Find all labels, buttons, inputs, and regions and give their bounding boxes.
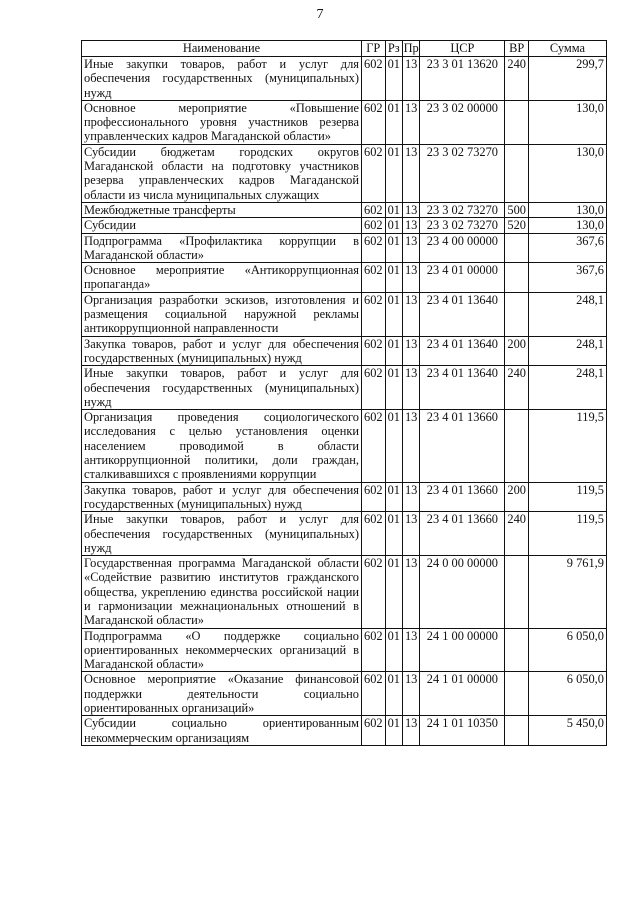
header-pr: Пр [403, 41, 419, 55]
row-vr [505, 144, 529, 202]
row-gr: 602 [362, 218, 386, 233]
header-name: Наименование [82, 41, 362, 57]
row-name: Иные закупки товаров, работ и услуг для обеспечения государственных (муниципальных) нужд [82, 57, 362, 101]
row-gr: 602 [362, 144, 386, 202]
row-gr: 602 [362, 512, 386, 556]
row-csr: 23 4 01 13660 [420, 482, 505, 512]
row-sum: 248,1 [528, 292, 606, 336]
row-gr: 602 [362, 336, 386, 366]
row-sum: 248,1 [528, 336, 606, 366]
row-pr: 13 [402, 144, 419, 202]
row-csr: 24 0 00 00000 [420, 556, 505, 628]
row-rz: 01 [385, 512, 402, 556]
row-vr: 240 [505, 512, 529, 556]
row-csr: 23 4 01 13660 [420, 512, 505, 556]
header-rz: Рз [385, 41, 402, 57]
row-rz: 01 [385, 556, 402, 628]
row-gr: 602 [362, 366, 386, 410]
row-gr: 602 [362, 628, 386, 672]
row-rz: 01 [385, 628, 402, 672]
row-csr: 23 4 01 13660 [420, 410, 505, 482]
row-vr: 200 [505, 482, 529, 512]
row-csr: 24 1 01 00000 [420, 672, 505, 716]
budget-table [81, 40, 607, 746]
row-pr: 13 [402, 410, 419, 482]
row-vr [505, 672, 529, 716]
row-vr [505, 100, 529, 144]
header-row [82, 41, 607, 57]
row-name: Закупка товаров, работ и услуг для обеспечения государственных (муниципальных) нужд [82, 482, 362, 512]
row-csr: 23 3 01 13620 [420, 57, 505, 101]
row-name: Подпрограмма «О поддержке социально ориентированных некоммерческих организаций в Магаданской области» [82, 628, 362, 672]
table-row [82, 410, 607, 482]
row-pr: 13 [402, 556, 419, 628]
table-row [82, 218, 607, 233]
row-name: Основное мероприятие «Оказание финансовой поддержки деятельности социально ориентированных организаций» [82, 672, 362, 716]
row-csr: 23 3 02 73270 [420, 218, 505, 233]
row-gr: 602 [362, 556, 386, 628]
row-sum: 119,5 [528, 482, 606, 512]
row-pr: 13 [402, 100, 419, 144]
row-rz: 01 [385, 218, 402, 233]
row-csr: 23 4 00 00000 [420, 233, 505, 263]
table-row [82, 100, 607, 144]
row-sum: 6 050,0 [528, 672, 606, 716]
row-csr: 23 3 02 73270 [420, 144, 505, 202]
row-sum: 130,0 [528, 202, 606, 217]
table-row [82, 233, 607, 263]
row-name: Закупка товаров, работ и услуг для обеспечения государственных (муниципальных) нужд [82, 336, 362, 366]
row-pr: 13 [402, 57, 419, 101]
table-row [82, 482, 607, 512]
row-sum: 9 761,9 [528, 556, 606, 628]
row-vr [505, 233, 529, 263]
row-vr: 200 [505, 336, 529, 366]
row-csr: 23 4 01 13640 [420, 336, 505, 366]
row-rz: 01 [385, 100, 402, 144]
row-pr: 13 [402, 218, 419, 233]
row-rz: 01 [385, 144, 402, 202]
row-csr: 24 1 01 10350 [420, 716, 505, 746]
row-gr: 602 [362, 292, 386, 336]
row-vr [505, 263, 529, 293]
row-vr: 240 [505, 366, 529, 410]
row-vr: 240 [505, 57, 529, 101]
row-gr: 602 [362, 263, 386, 293]
table-row [82, 716, 607, 746]
row-sum: 119,5 [528, 410, 606, 482]
row-sum: 6 050,0 [528, 628, 606, 672]
row-pr: 13 [402, 482, 419, 512]
table-row [82, 672, 607, 716]
row-name: Субсидии [82, 218, 362, 233]
row-name: Субсидии бюджетам городских округов Магаданской области на подготовку участников резерва управленческих кадров Магаданской области из числа муниципальных служащих [82, 144, 362, 202]
row-name: Организация проведения социологического исследования с целью установления оценки населением проводимой в области антикоррупционной политики, доли граждан, сталкивавшихся с проявлениями коррупции [82, 410, 362, 482]
row-rz: 01 [385, 482, 402, 512]
row-csr: 24 1 00 00000 [420, 628, 505, 672]
row-vr [505, 556, 529, 628]
row-pr: 13 [402, 233, 419, 263]
row-name: Организация разработки эскизов, изготовления и размещения социальной наружной рекламы антикоррупционной направленности [82, 292, 362, 336]
row-vr: 520 [505, 218, 529, 233]
table-row [82, 263, 607, 293]
row-rz: 01 [385, 716, 402, 746]
table-row [82, 556, 607, 628]
row-gr: 602 [362, 57, 386, 101]
row-name: Субсидии социально ориентированным некоммерческим организациям [82, 716, 362, 746]
row-sum: 248,1 [528, 366, 606, 410]
row-pr: 13 [402, 512, 419, 556]
row-gr: 602 [362, 482, 386, 512]
row-csr: 23 4 01 13640 [420, 292, 505, 336]
table-row [82, 512, 607, 556]
table-row [82, 144, 607, 202]
row-vr [505, 292, 529, 336]
row-sum: 130,0 [528, 144, 606, 202]
row-gr: 602 [362, 233, 386, 263]
row-pr: 13 [402, 292, 419, 336]
row-csr: 23 3 02 00000 [420, 100, 505, 144]
row-sum: 130,0 [528, 100, 606, 144]
table-row [82, 202, 607, 217]
row-name: Подпрограмма «Профилактика коррупции в Магаданской области» [82, 233, 362, 263]
table-row [82, 366, 607, 410]
row-sum: 299,7 [528, 57, 606, 101]
row-name: Основное мероприятие «Антикоррупционная пропаганда» [82, 263, 362, 293]
table-row [82, 628, 607, 672]
row-name: Межбюджетные трансферты [82, 202, 362, 217]
row-name: Иные закупки товаров, работ и услуг для обеспечения государственных (муниципальных) нужд [82, 366, 362, 410]
row-sum: 5 450,0 [528, 716, 606, 746]
row-pr: 13 [402, 716, 419, 746]
row-rz: 01 [385, 366, 402, 410]
row-csr: 23 3 02 73270 [420, 202, 505, 217]
row-gr: 602 [362, 202, 386, 217]
row-name: Иные закупки товаров, работ и услуг для обеспечения государственных (муниципальных) нужд [82, 512, 362, 556]
header-csr: ЦСР [420, 41, 505, 57]
row-gr: 602 [362, 716, 386, 746]
header-gr: ГР [362, 41, 386, 57]
header-sum: Сумма [528, 41, 606, 57]
row-sum: 130,0 [528, 218, 606, 233]
table-header [82, 41, 607, 57]
row-pr: 13 [402, 628, 419, 672]
row-pr: 13 [402, 263, 419, 293]
row-rz: 01 [385, 410, 402, 482]
page-number: 7 [316, 7, 324, 22]
row-pr: 13 [402, 202, 419, 217]
row-pr: 13 [402, 672, 419, 716]
row-rz: 01 [385, 336, 402, 366]
row-csr: 23 4 01 00000 [420, 263, 505, 293]
row-name: Государственная программа Магаданской области «Содействие развитию институтов гражданского общества, укреплению единства российской нации и гармонизации межнациональных отношений в Магаданской области» [82, 556, 362, 628]
row-sum: 367,6 [528, 233, 606, 263]
row-sum: 119,5 [528, 512, 606, 556]
row-gr: 602 [362, 410, 386, 482]
header-vr: ВР [505, 41, 529, 57]
row-sum: 367,6 [528, 263, 606, 293]
row-vr [505, 410, 529, 482]
row-name: Основное мероприятие «Повышение профессионального уровня участников резерва управленческих кадров Магаданской области» [82, 100, 362, 144]
row-rz: 01 [385, 57, 402, 101]
row-vr: 500 [505, 202, 529, 217]
table-row [82, 292, 607, 336]
table-row [82, 57, 607, 101]
table-row [82, 336, 607, 366]
row-vr [505, 628, 529, 672]
row-rz: 01 [385, 672, 402, 716]
row-pr: 13 [402, 336, 419, 366]
row-pr: 13 [402, 366, 419, 410]
row-rz: 01 [385, 292, 402, 336]
row-csr: 23 4 01 13640 [420, 366, 505, 410]
row-rz: 01 [385, 263, 402, 293]
table-body [82, 57, 607, 746]
row-gr: 602 [362, 672, 386, 716]
row-gr: 602 [362, 100, 386, 144]
row-vr [505, 716, 529, 746]
row-rz: 01 [385, 233, 402, 263]
row-rz: 01 [385, 202, 402, 217]
